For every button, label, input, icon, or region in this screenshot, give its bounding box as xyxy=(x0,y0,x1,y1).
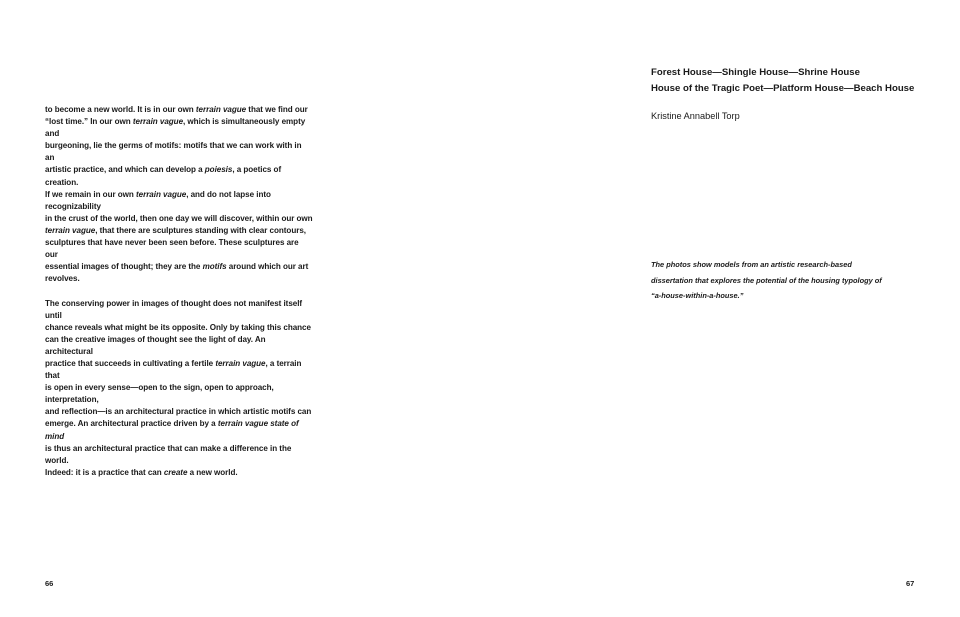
photo-caption xyxy=(651,257,921,304)
page-number: 66 xyxy=(45,579,54,588)
author-name: Kristine Annabell Torp xyxy=(651,111,740,121)
right-page xyxy=(480,0,960,617)
caption-line: dissertation that explores the potential of the housing typology of xyxy=(651,275,882,285)
caption-line: “a-house-within-a-house.” xyxy=(651,291,744,300)
title-line: Forest House—Shingle House—Shrine House xyxy=(651,67,860,78)
paragraph-spacer xyxy=(45,285,313,297)
emphasis-text: terrain vague xyxy=(132,117,184,127)
body-text xyxy=(45,104,313,479)
emphasis-text: create xyxy=(163,467,188,477)
title-line: House of the Tragic Poet—Platform House—Beach House xyxy=(651,83,915,94)
caption-line: The photos show models from an artistic research-based xyxy=(651,260,852,269)
emphasis-text: terrain vague xyxy=(195,105,247,114)
page-number: 67 xyxy=(906,579,915,588)
body-paragraph: to become a new world. It is in our own terrain vague that we find our “lost time.” In our own terrain vague, which is simultaneously empty and burgeoning, lie the germs of motifs: motifs that we can work with in an artistic practice, and which can develop a poiesis, a poetics of creation. If we remain in our own terrain vague, and do not lapse into recognizability in the crust of the world, then one day we will discover, within our own terrain vague, that there are sculptures standing with clear contours, sculptures that have never been seen before. These sculptures are our essential images of thought; they are the motifs around which our art revolves. xyxy=(45,105,313,284)
emphasis-text: terrain vague xyxy=(215,358,266,368)
emphasis-text: terrain vague xyxy=(136,189,187,199)
emphasis-text: motifs xyxy=(202,262,227,272)
project-title xyxy=(651,65,941,97)
body-paragraph: The conserving power in images of thought does not manifest itself until chance reveals what might be its opposite. Only by taking this chance can the creative images of thought see the light of day. An architectural practice that succeeds in cultivating a fertile terrain vague, a terrain that is open in every sense—open to the sign, open to approach, interpretation, and reflection—is an architectural practice in which artistic motifs can emerge. An architectural practice driven by a terrain vague state of mind is thus an architectural practice that can make a difference in the world. Indeed: it is a practice that can create a new world. xyxy=(45,298,312,477)
emphasis-text: terrain vague state of mind xyxy=(45,419,299,441)
emphasis-text: terrain vague xyxy=(45,225,96,235)
emphasis-text: poiesis xyxy=(204,165,233,175)
